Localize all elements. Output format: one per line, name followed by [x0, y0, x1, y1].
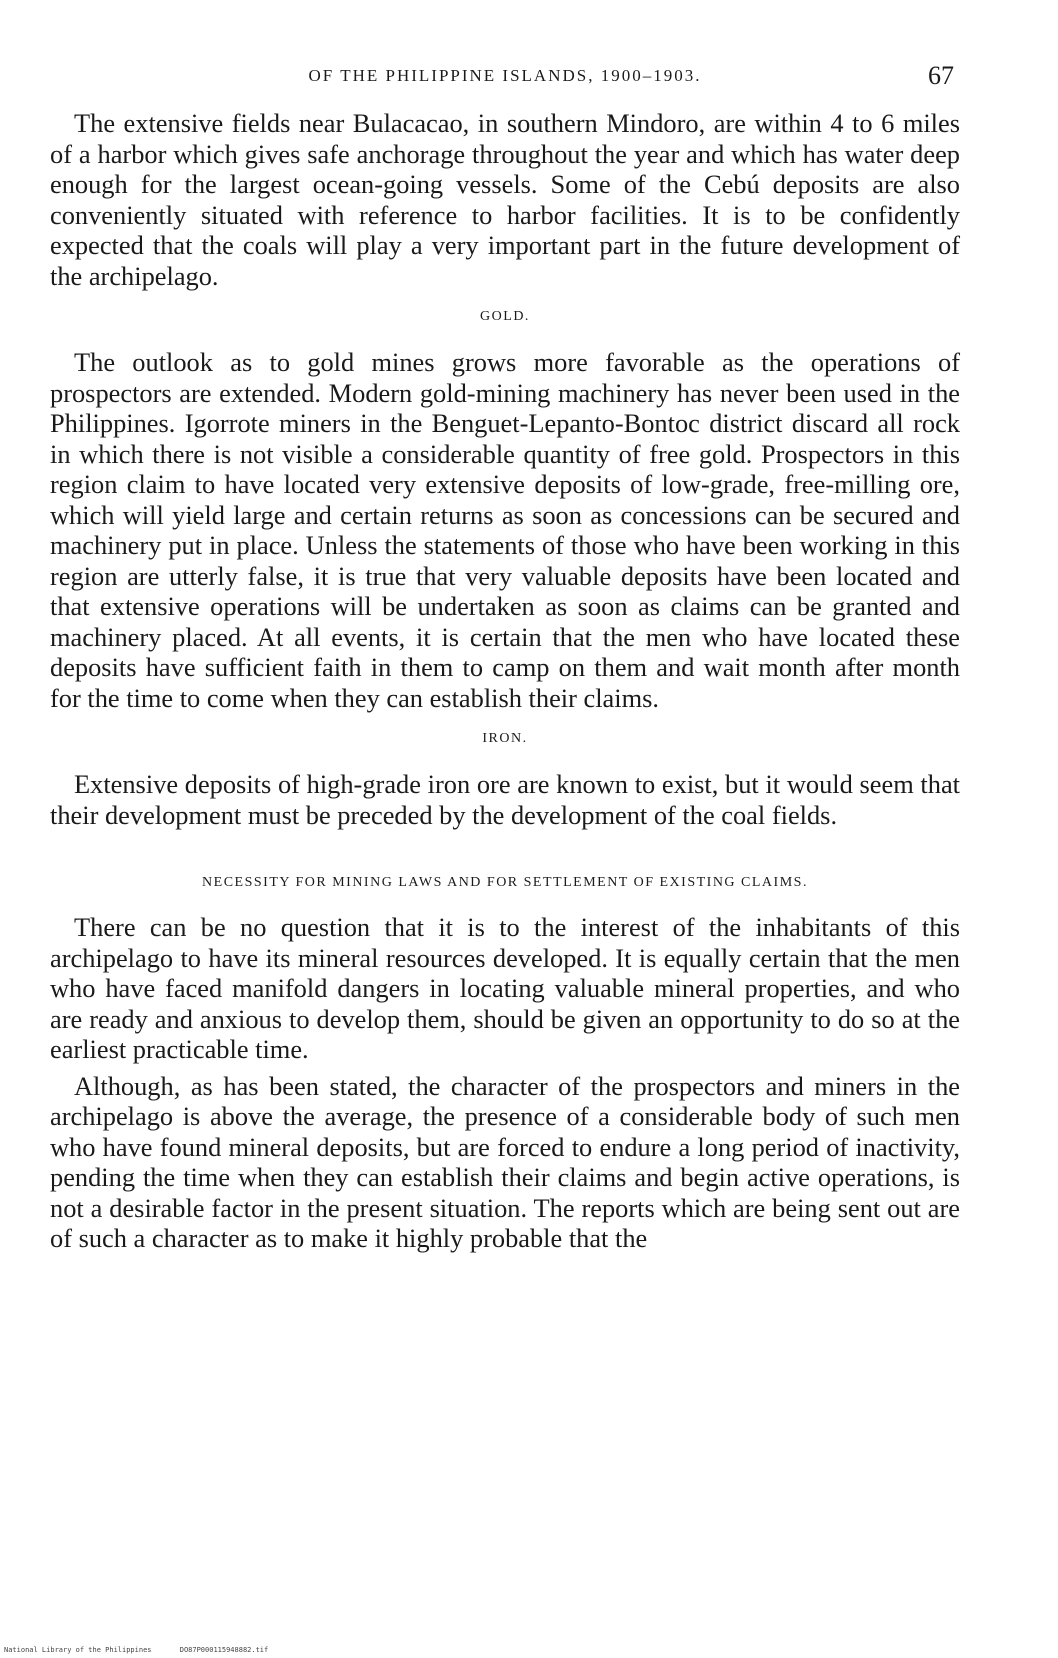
- paragraph-coal-continued: The extensive fields near Bulacacao, in southern Mindoro, are within 4 to 6 miles of a harbor which gives safe anchorage throughout the year and which has water deep enough for the largest ocean-going vessels. Some of the Cebú deposits are also conveniently situated with reference to harbor facilities. It is to be confidently expected that the coals will play a very important part in the future development of the archipelago.: [50, 108, 960, 291]
- section-heading-gold: GOLD.: [480, 309, 530, 324]
- document-page: [50, 58, 960, 1254]
- footer-file: DO87P000115948882.tif: [179, 1646, 269, 1654]
- paragraph-iron: Extensive deposits of high-grade iron ore are known to exist, but it would seem that their development must be preceded by the development of the coal fields.: [50, 769, 960, 830]
- footer-library: National Library of the Philippines: [4, 1646, 152, 1654]
- running-head: [50, 58, 960, 94]
- scan-footer: [4, 1646, 268, 1654]
- paragraph-gold: The outlook as to gold mines grows more favorable as the operations of prospectors are extended. Modern gold-mining machinery has never been used in the Philippines. Igorrote miners in the Benguet-Lepanto-Bontoc district discard all rock in which there is not visible a considerable quantity of free gold. Prospectors in this region claim to have located very extensive deposits of low-grade, free-milling ore, which will yield large and certain returns as soon as concessions can be secured and machinery put in place. Unless the statements of those who have been working in this region are utterly false, it is true that very valuable deposits have been located and that extensive operations will be undertaken as soon as claims can be granted and machinery placed. At all events, it is certain that the men who have located these deposits have sufficient faith in them to camp on them and wait month after month for the time to come when they can establish their claims.: [50, 347, 960, 713]
- paragraph-mining-laws-1: There can be no question that it is to the interest of the inhabitants of this archipelago to have its mineral resources developed. It is equally certain that the men who have faced manifold dangers in locating valuable mineral properties, and who are ready and anxious to develop them, should be given an opportunity to do so at the earliest practicable time.: [50, 912, 960, 1064]
- section-heading-iron: IRON.: [482, 731, 528, 746]
- page-number: 67: [928, 61, 954, 90]
- running-head-title: OF THE PHILIPPINE ISLANDS, 1900–1903.: [308, 66, 702, 85]
- section-heading-mining-laws: NECESSITY FOR MINING LAWS AND FOR SETTLEMENT OF EXISTING CLAIMS.: [202, 875, 808, 890]
- paragraph-mining-laws-2: Although, as has been stated, the character of the prospectors and miners in the archipelago is above the average, the presence of a considerable body of such men who have found mineral deposits, but are forced to endure a long period of inactivity, pending the time when they can establish their claims and begin active operations, is not a desirable factor in the present situation. The reports which are being sent out are of such a character as to make it highly probable that the: [50, 1070, 960, 1253]
